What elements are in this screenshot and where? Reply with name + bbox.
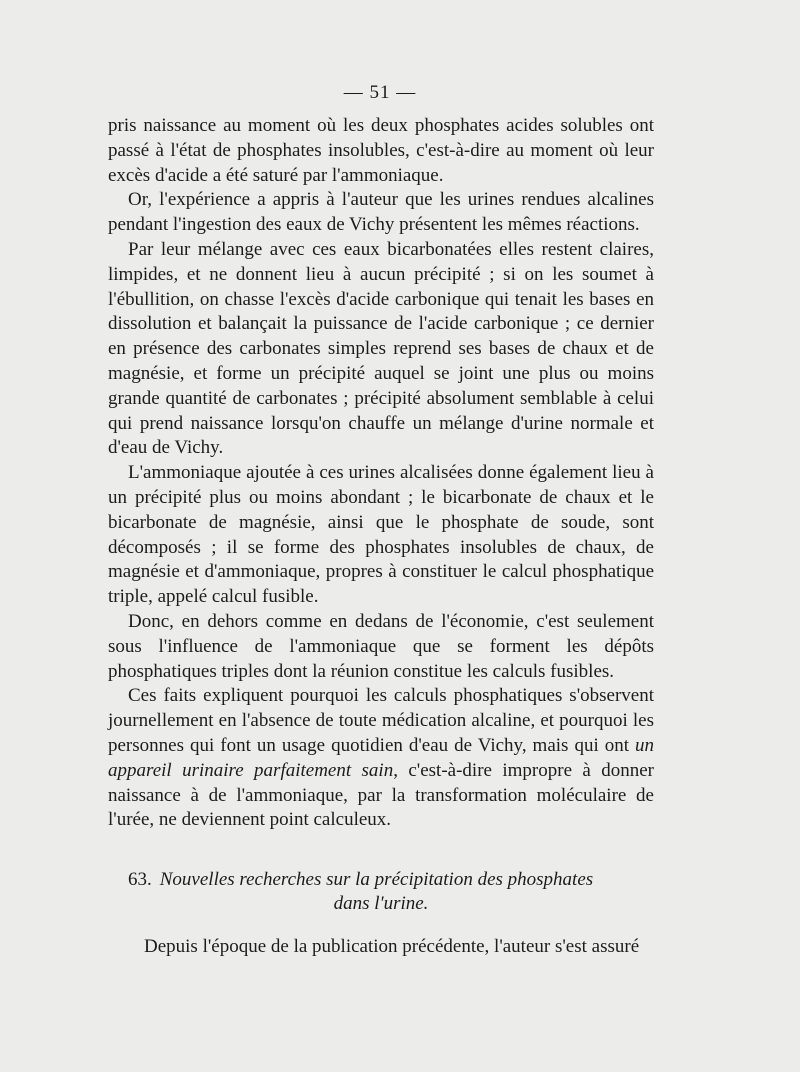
paragraph-6: [108, 684, 654, 833]
section-title-line-2: dans l'urine.: [333, 893, 429, 914]
final-line: Depuis l'époque de la publication précédente, l'auteur s'est assuré: [144, 936, 640, 957]
paragraph-4: L'ammoniaque ajoutée à ces urines alcalisées donne également lieu à un précipité plus ou moins abondant ; le bicarbonate de chaux et le bicarbonate de magnésie, ainsi que le phosphate de soude, sont décomposés ; il se forme des phosphates insolubles de chaux, de magnésie et d'ammoniaque, propres à constituer le calcul phosphatique triple, appelé calcul fusible.: [108, 462, 654, 608]
section-title-line-1: Nouvelles recherches sur la précipitation des phosphates: [159, 869, 594, 890]
section-number: 63.: [128, 869, 152, 890]
paragraph-6-italic: un appareil urinaire parfaitement sain: [108, 734, 654, 781]
body-text: [108, 114, 654, 833]
paragraph-1: pris naissance au moment où les deux phosphates acides solubles ont passé à l'état de phosphates insolubles, c'est-à-dire au moment où leur excès d'acide a été saturé par l'ammoniaque.: [108, 115, 654, 186]
page-number: — 51 —: [343, 82, 417, 103]
paragraph-2: Or, l'expérience a appris à l'auteur que les urines rendues alcalines pendant l'ingestion des eaux de Vichy présentent les mêmes réactions.: [108, 189, 654, 236]
paragraph-6-end: , c'est-à-dire impropre à donner naissance à de l'ammoniaque, par la transformation moléculaire de l'urée, ne deviennent point calculeux.: [108, 759, 654, 831]
section-heading: [108, 868, 654, 916]
paragraph-6-start: Ces faits expliquent pourquoi les calculs phosphatiques s'observent journellement en l'absence de toute médication alcaline, et pourquoi les personnes qui font un usage quotidien d'eau de Vichy, mais qui ont: [108, 685, 654, 756]
paragraph-5: Donc, en dehors comme en dedans de l'économie, c'est seulement sous l'influence de l'ammoniaque que se forment les dépôts phosphatiques triples dont la réunion constitue les calculs fusibles.: [108, 610, 654, 682]
paragraph-3: Par leur mélange avec ces eaux bicarbonatées elles restent claires, limpides, et ne donnent lieu à aucun précipité ; si on les soumet à l'ébullition, on chasse l'excès d'acide carbonique qui tenait les bases en dissolution et balançait la puissance de l'acide carbonique ; ce dernier en présence des carbonates simples reprend ses bases de chaux et de magnésie, et forme un précipité auquel se joint une plus ou moins grande quantité de carbonates ; précipité absolument semblable à celui qui prend naissance lorsqu'on chauffe un mélange d'urine normale et d'eau de Vichy.: [108, 238, 654, 459]
